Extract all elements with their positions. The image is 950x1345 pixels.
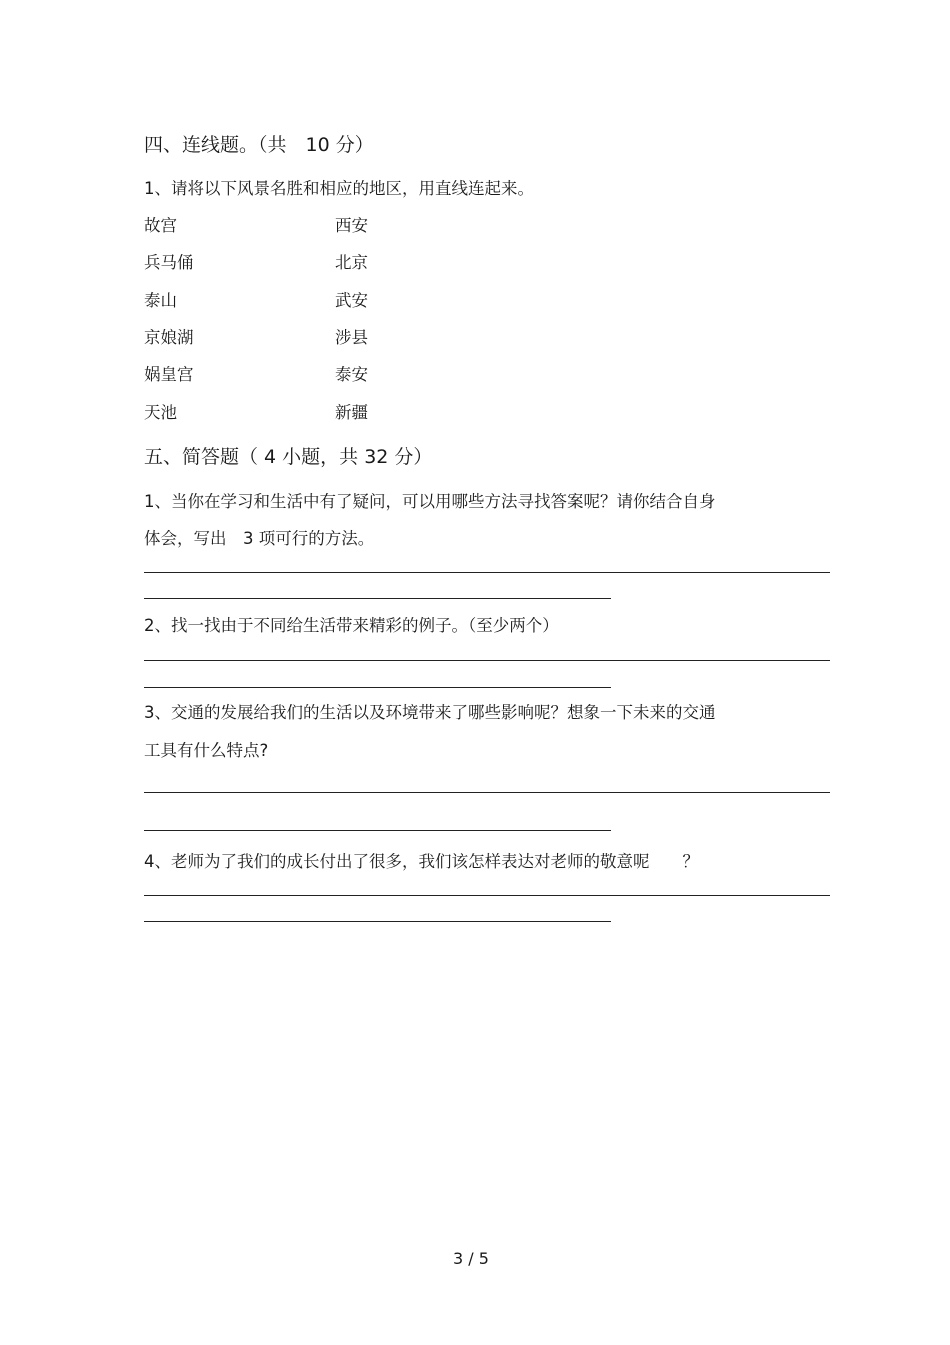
left-item: 泰山 [144, 291, 177, 310]
answer-line[interactable] [144, 830, 611, 831]
answer-line[interactable] [144, 572, 830, 573]
question-3-line-2: 工具有什么特点? [144, 741, 269, 760]
right-item: 泰安 [335, 365, 368, 384]
section-4-question: 1、请将以下风景名胜和相应的地区，用直线连起来。 [144, 179, 534, 198]
right-item: 武安 [335, 291, 368, 310]
right-item: 涉县 [335, 328, 368, 347]
question-1-line-1: 1、当你在学习和生活中有了疑问，可以用哪些方法寻找答案呢？请你结合自身 [144, 492, 716, 511]
right-item: 西安 [335, 216, 368, 235]
answer-line[interactable] [144, 660, 830, 661]
left-item: 娲皇宫 [144, 365, 194, 384]
right-item: 北京 [335, 253, 368, 272]
answer-line[interactable] [144, 792, 830, 793]
right-item: 新疆 [335, 403, 368, 422]
question-2: 2、找一找由于不同给生活带来精彩的例子。（至少两个） [144, 616, 559, 635]
answer-line[interactable] [144, 921, 611, 922]
left-item: 兵马俑 [144, 253, 194, 272]
question-4: 4、老师为了我们的成长付出了很多，我们该怎样表达对老师的敬意呢 ？ [144, 852, 699, 871]
question-1-line-2: 体会，写出 3 项可行的方法。 [144, 529, 375, 548]
question-3-line-1: 3、交通的发展给我们的生活以及环境带来了哪些影响呢？想象一下未来的交通 [144, 703, 716, 722]
left-item: 天池 [144, 403, 177, 422]
section-4-title: 四、连线题。（共 10 分） [144, 134, 374, 156]
left-item: 京娘湖 [144, 328, 194, 347]
left-item: 故宫 [144, 216, 177, 235]
answer-line[interactable] [144, 687, 611, 688]
page-number: 3 / 5 [453, 1249, 489, 1268]
section-5-title: 五、简答题（ 4 小题，共 32 分） [144, 446, 433, 468]
answer-line[interactable] [144, 598, 611, 599]
answer-line[interactable] [144, 895, 830, 896]
